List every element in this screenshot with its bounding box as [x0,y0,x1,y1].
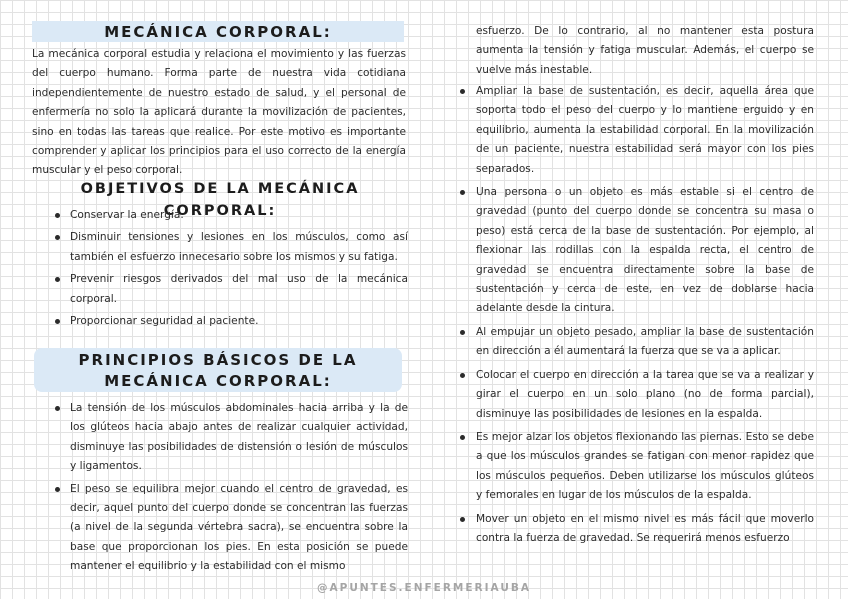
list-item: El peso se equilibra mejor cuando el centro de gravedad, es decir, aquel punto del cuerpo donde se concentran las fuerzas (a nivel de la segunda vértebra sacra), se encuentra sobre la base que proporcionan los pies. En esta posición se puede mantener el equilibrio y la estabilidad con el mismo [32,480,408,577]
list-item: Es mejor alzar los objetos flexionando las piernas. Esto se debe a que los músculos grandes se fatigan con menor rapidez que los músculos pequeños. Deben utilizarse los músculos glúteos y femorales en lugar de los músculos de la espalda. [476,428,814,506]
continuation-paragraph: esfuerzo. De lo contrario, al no mantener esta postura aumenta la tensión y fatiga muscular. Además, el cuerpo se vuelve más inestable. [476,25,814,76]
list-item: Una persona o un objeto es más estable si el centro de gravedad (punto del cuerpo donde se concentra su masa o peso) está cerca de la base de sustentación. Por ejemplo, al flexionar las rodillas con la espalda recta, el centro de gravedad se encuentra directamente sobre la base de sustentación y cerca de este, en vez de doblarse hacia adelante desde la cintura. [476,183,814,319]
objectives-list [32,206,408,334]
title-principios: PRINCIPIOS BÁSICOS DE LA MECÁNICA CORPORAL: [34,348,402,392]
list-item: Prevenir riesgos derivados del mal uso de la mecánica corporal. [32,270,408,309]
principles-list-continued [476,82,814,552]
principles-list [32,399,408,580]
list-item: La tensión de los músculos abdominales hacia arriba y la de los glúteos hacia abajo antes de realizar cualquier actividad, disminuye las posibilidades de distensión o lesión de músculos y ligamentos. [32,399,408,477]
list-item: Conservar la energía. [32,206,408,225]
title-objetivos: OBJETIVOS DE LA MECÁNICA CORPORAL: [80,181,360,219]
list-item: Al empujar un objeto pesado, ampliar la base de sustentación en dirección a él aumentará la fuerza que se va a aplicar. [476,323,814,362]
list-item: Ampliar la base de sustentación, es decir, aquella área que soporta todo el peso del cuerpo y lo mantiene erguido y en equilibrio, aumenta la estabilidad corporal. En la movilización de un paciente, nuestra estabilidad será mayor con los pies separados. [476,82,814,179]
intro-paragraph: La mecánica corporal estudia y relaciona el movimiento y las fuerzas del cuerpo humano. Forma parte de nuestra vida cotidiana independientemente de nuestro estado de salud, y el personal de enfermería no solo la aplicará durante la movilización de pacientes, sino en todas las tareas que realice. Por este motivo es importante comprender y aplicar los principios para el uso correcto de la energía muscular y el peso corporal. [32,48,406,177]
list-item: Mover un objeto en el mismo nivel es más fácil que moverlo contra la fuerza de gravedad. Se requerirá menos esfuerzo [476,510,814,549]
list-item: Colocar el cuerpo en dirección a la tarea que se va a realizar y girar el cuerpo en un solo plano (no de forma parcial), disminuye las posibilidades de lesiones en la espalda. [476,366,814,424]
list-item: Disminuir tensiones y lesiones en los músculos, como así también el esfuerzo innecesario sobre los mismos y su fatiga. [32,228,408,267]
list-item: Proporcionar seguridad al paciente. [32,312,408,331]
title-mecanica-corporal: MECÁNICA CORPORAL: [32,21,404,42]
watermark-handle: @APUNTES.ENFERMERIAUBA [317,582,531,594]
